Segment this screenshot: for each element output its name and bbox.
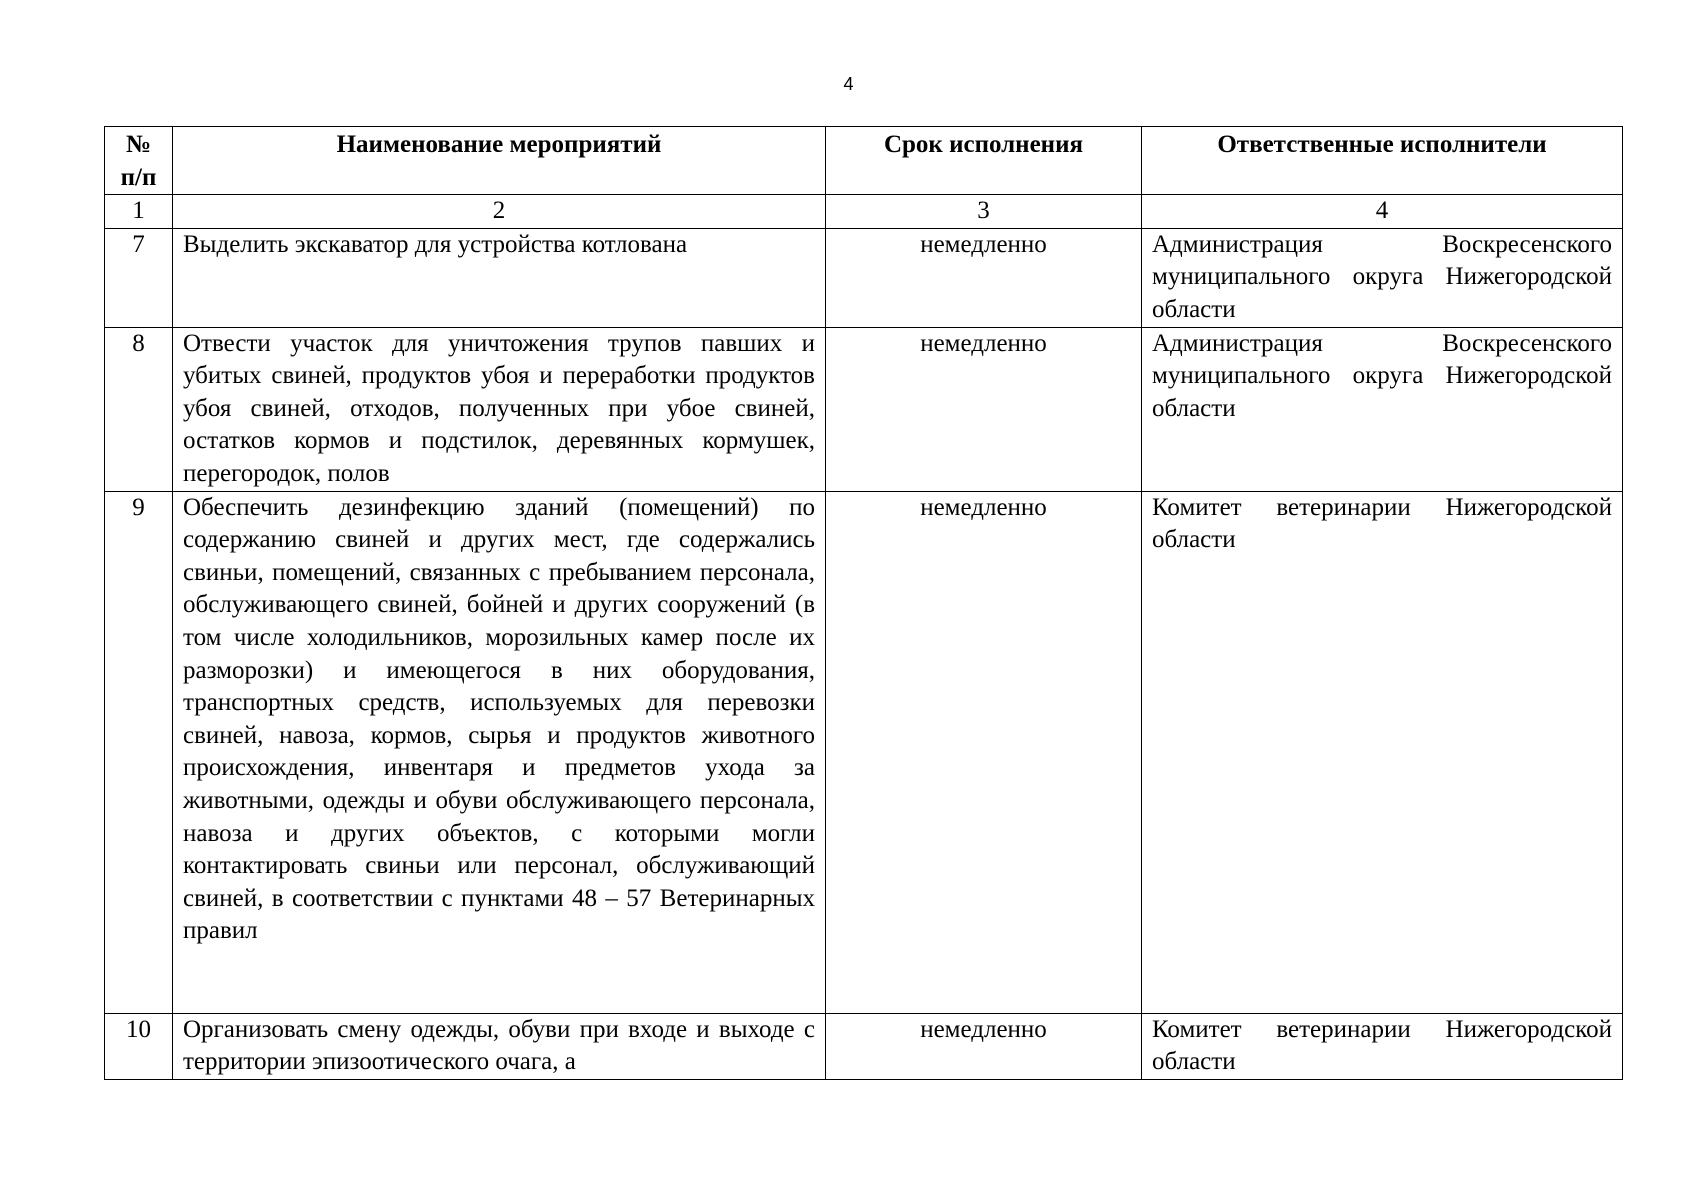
- responsible-party: Администрация Воскресенского муниципального округа Нижегородской области: [1142, 327, 1623, 491]
- column-number-2: 2: [173, 195, 826, 229]
- header-responsible: Ответственные исполнители: [1142, 127, 1623, 195]
- responsible-party: Комитет ветеринарии Нижегородской области: [1142, 1013, 1623, 1079]
- row-number: 8: [105, 327, 173, 491]
- table-row: [105, 491, 1623, 1013]
- deadline: немедленно: [826, 491, 1142, 1013]
- table-header-row: [105, 127, 1623, 195]
- row-number: 7: [105, 228, 173, 327]
- measure-name: Обеспечить дезинфекцию зданий (помещений) по содержанию свиней и других мест, где содержались свиньи, помещений, связанных с пребыванием персонала, обслуживающего свиней, бойней и других сооружений (в том числе холодильников, морозильных камер после их разморозки) и имеющегося в них оборудования, транспортных средств, используемых для перевозки свиней, навоза, кормов, сырья и продуктов животного происхождения, инвентаря и предметов ухода за животными, одежды и обуви обслуживающего персонала, навоза и других объектов, с которыми могли контактировать свиньи или персонал, обслуживающий свиней, в соответствии с пунктами 48 – 57 Ветеринарных правил: [173, 491, 826, 1013]
- column-number-3: 3: [826, 195, 1142, 229]
- deadline: немедленно: [826, 1013, 1142, 1079]
- column-number-row: [105, 195, 1623, 229]
- measure-name: Выделить экскаватор для устройства котлована: [173, 228, 826, 327]
- responsible-party: Комитет ветеринарии Нижегородской области: [1142, 491, 1623, 1013]
- measure-name-cell: [173, 1013, 826, 1079]
- page-number: 4: [843, 74, 854, 94]
- column-number-1: 1: [105, 195, 173, 229]
- deadline: немедленно: [826, 327, 1142, 491]
- header-num: № п/п: [105, 127, 173, 195]
- table-row: [105, 327, 1623, 491]
- deadline: немедленно: [826, 228, 1142, 327]
- row-number: 9: [105, 491, 173, 1013]
- table-row: [105, 228, 1623, 327]
- measure-name: Отвести участок для уничтожения трупов павших и убитых свиней, продуктов убоя и переработки продуктов убоя свиней, отходов, полученных при убое свиней, остатков кормов и подстилок, деревянных кормушек, перегородок, полов: [173, 327, 826, 491]
- responsible-party: Администрация Воскресенского муниципального округа Нижегородской области: [1142, 228, 1623, 327]
- measures-table: [104, 126, 1623, 1080]
- header-name: Наименование мероприятий: [173, 127, 826, 195]
- measure-name: Организовать смену одежды, обуви при входе и выходе с территории эпизоотического очага, а: [183, 1015, 815, 1076]
- row-number: 10: [105, 1013, 173, 1079]
- column-number-4: 4: [1142, 195, 1623, 229]
- table-row: [105, 1013, 1623, 1079]
- header-term: Срок исполнения: [826, 127, 1142, 195]
